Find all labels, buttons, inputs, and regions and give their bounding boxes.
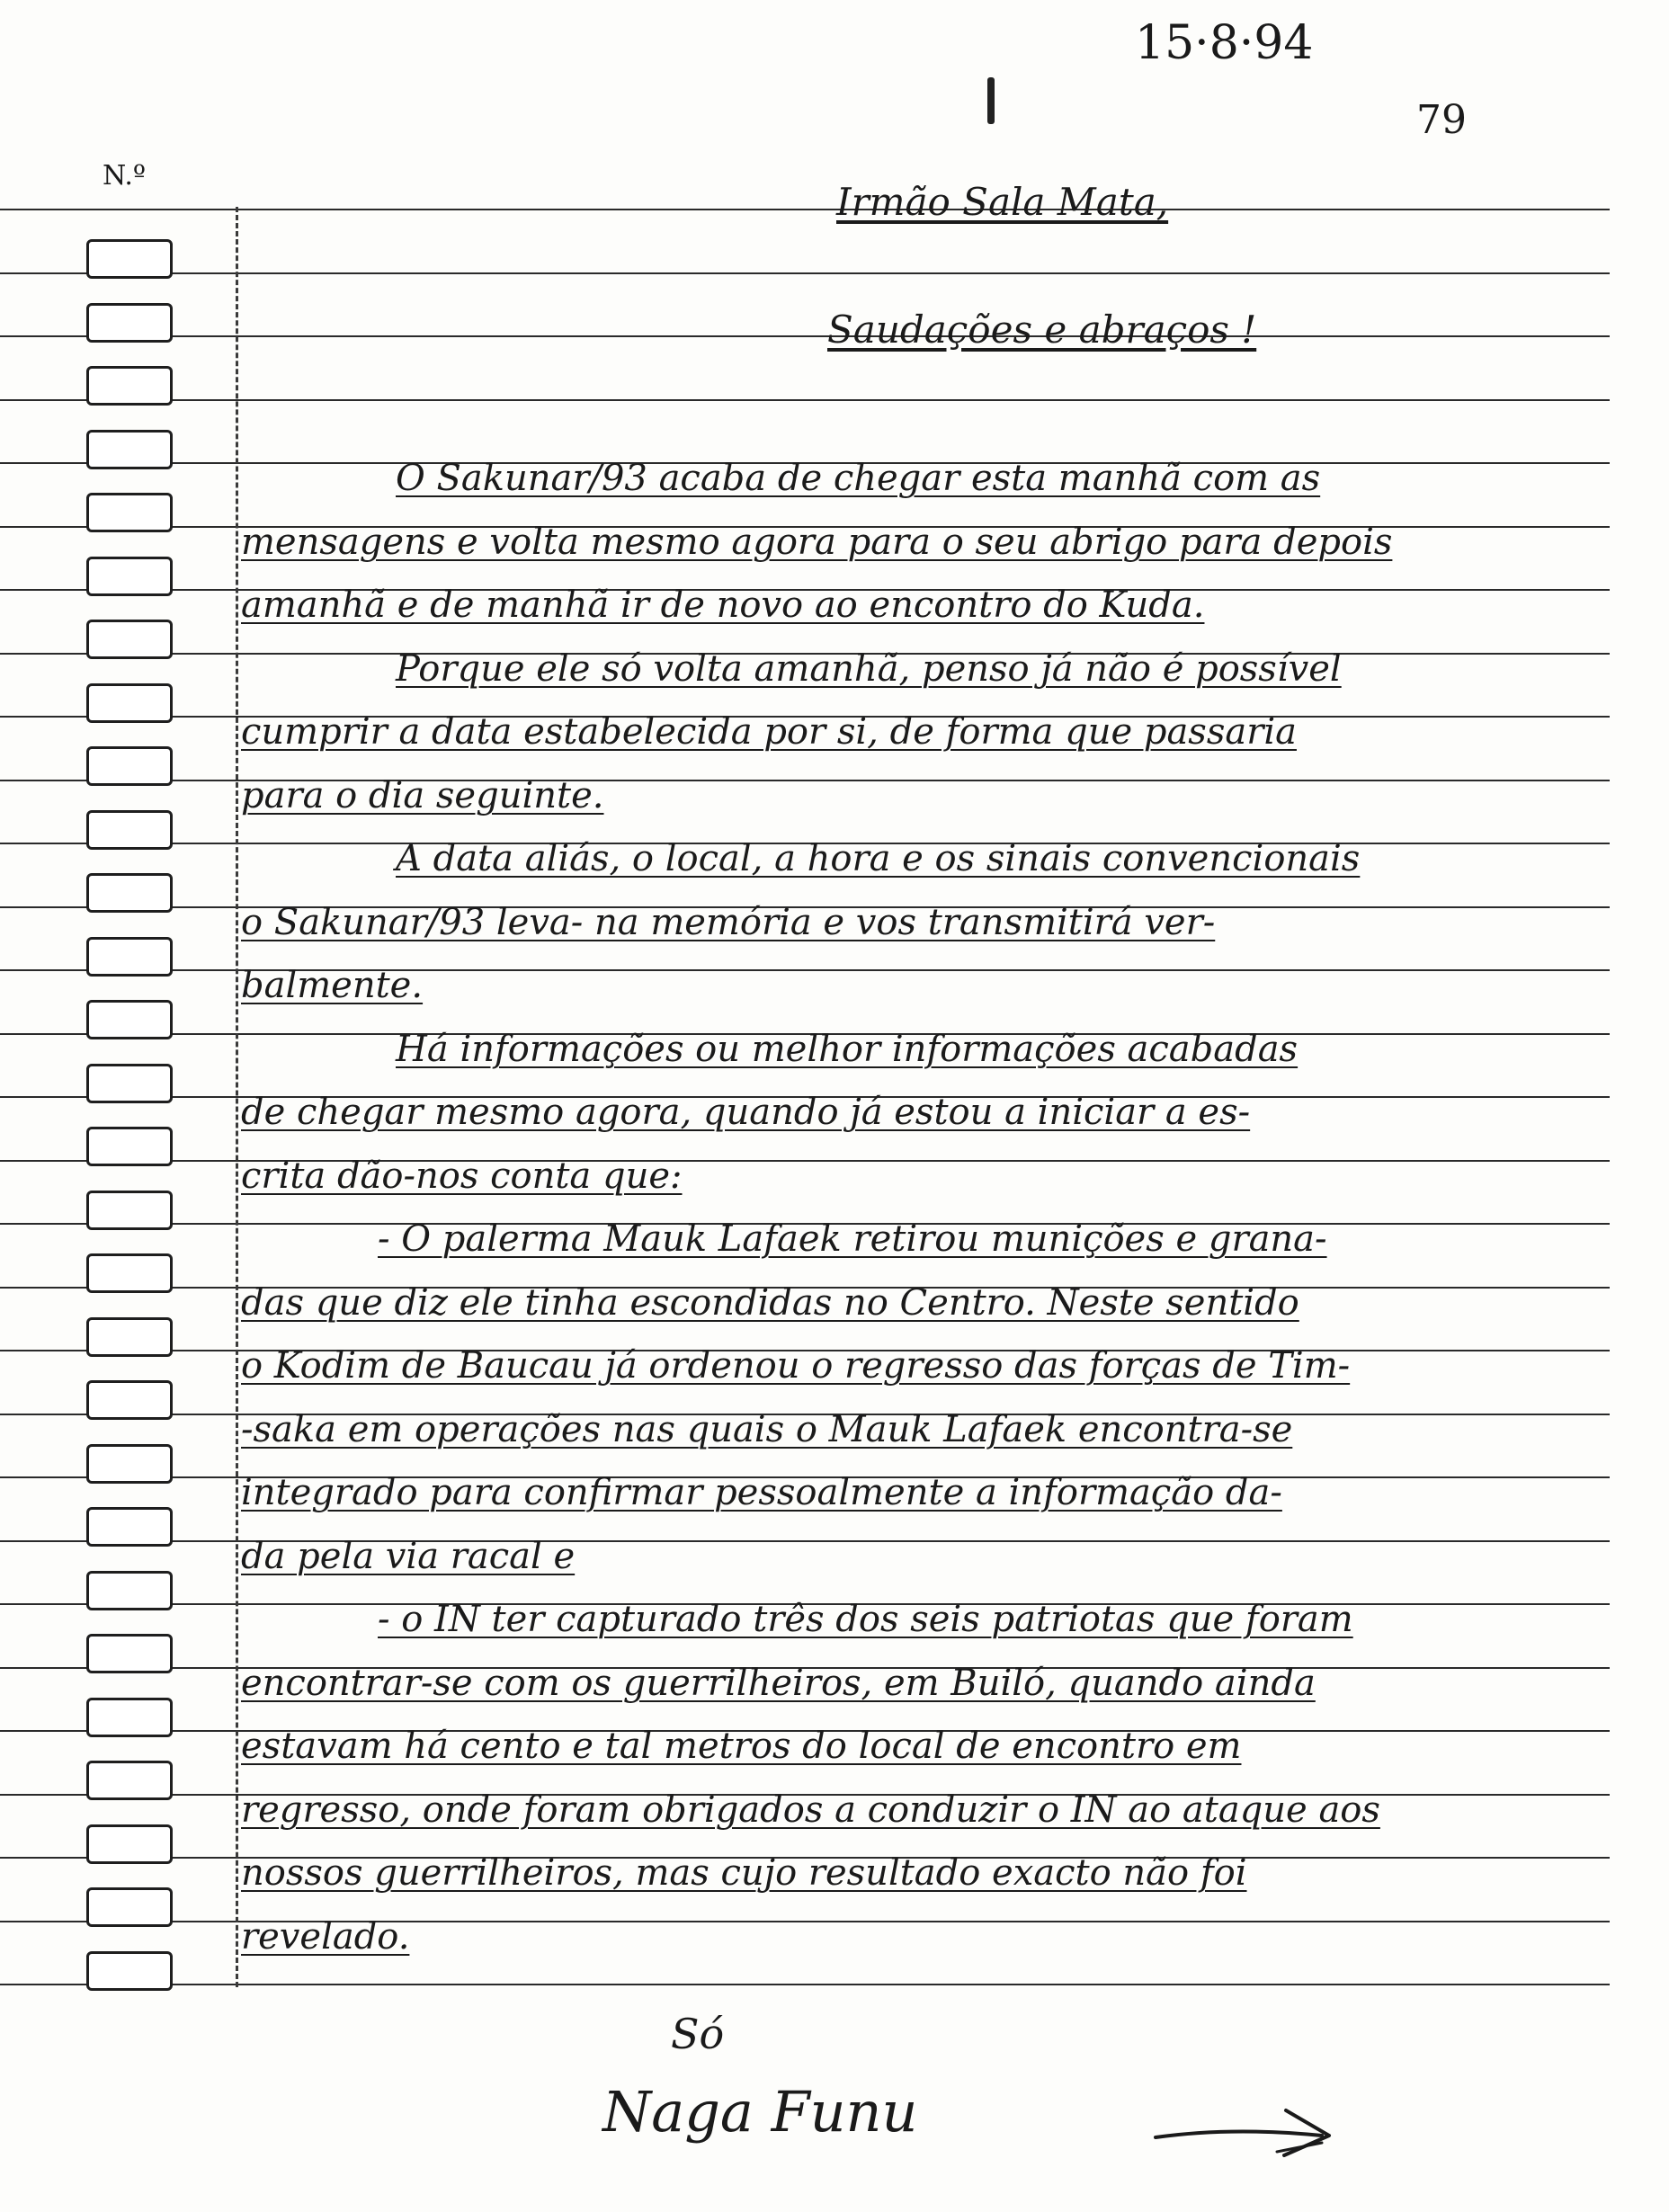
margin-box	[86, 1064, 173, 1103]
margin-box	[86, 873, 173, 913]
number-label: N.º	[103, 160, 146, 192]
body-line: revelado.	[241, 1916, 410, 1958]
ruled-line	[0, 335, 1610, 337]
ruled-line	[0, 1984, 1610, 1985]
margin-box	[86, 1191, 173, 1230]
body-line: nossos guerrilheiros, mas cujo resultado exacto não foi	[241, 1852, 1247, 1894]
margin-box	[86, 810, 173, 850]
margin-box	[86, 746, 173, 786]
date: 15·8·94	[1135, 16, 1314, 70]
margin-box	[86, 1380, 173, 1420]
margin-box	[86, 493, 173, 532]
body-line: para o dia seguinte.	[241, 775, 604, 816]
margin-box	[86, 1951, 173, 1991]
margin-box	[86, 1761, 173, 1800]
margin-box	[86, 239, 173, 279]
body-line: de chegar mesmo agora, quando já estou a iniciar a es-	[241, 1092, 1251, 1133]
margin-box	[86, 1317, 173, 1357]
margin-box	[86, 1634, 173, 1673]
body-line: mensagens e volta mesmo agora para o seu abrigo para depois	[241, 522, 1393, 563]
body-line: amanhã e de manhã ir de novo ao encontro do Kuda.	[241, 584, 1205, 626]
body-line: Porque ele só volta amanhã, penso já não é possível	[396, 648, 1342, 690]
margin-box	[86, 1571, 173, 1610]
margin-box	[86, 683, 173, 723]
signature: Naga Funu	[602, 2079, 918, 2145]
body-line: A data aliás, o local, a hora e os sinais convencionais	[396, 838, 1361, 879]
margin-box	[86, 1000, 173, 1039]
margin-box	[86, 1253, 173, 1293]
ruled-line	[0, 209, 1610, 210]
margin-box	[86, 303, 173, 343]
arrow-right-icon	[1151, 2100, 1340, 2163]
greeting: Saudações e abraços !	[827, 308, 1257, 352]
margin-box	[86, 1887, 173, 1927]
margin-box	[86, 1824, 173, 1864]
margin-box	[86, 620, 173, 659]
ruled-line	[0, 272, 1610, 274]
body-line: da pela via racal e	[241, 1536, 576, 1577]
body-line: Há informações ou melhor informações acabadas	[396, 1029, 1299, 1070]
margin-box	[86, 366, 173, 406]
salutation: Irmão Sala Mata,	[836, 180, 1169, 224]
margin-box	[86, 1127, 173, 1166]
body-line: o Kodim de Baucau já ordenou o regresso das forças de Tim-	[241, 1345, 1351, 1387]
ruled-line	[0, 399, 1610, 401]
page-number: 79	[1416, 97, 1467, 143]
body-line: o Sakunar/93 leva- na memória e vos transmitirá ver-	[241, 902, 1216, 943]
margin-box	[86, 937, 173, 977]
body-line: - o IN ter capturado três dos seis patriotas que foram	[378, 1599, 1353, 1640]
body-line: estavam há cento e tal metros do local de encontro em	[241, 1726, 1242, 1767]
body-line: O Sakunar/93 acaba de chegar esta manhã com as	[396, 458, 1321, 499]
body-line: cumprir a data estabelecida por si, de forma que passaria	[241, 711, 1297, 753]
body-line: -saka em operações nas quais o Mauk Lafaek encontra-se	[241, 1409, 1293, 1450]
margin-box	[86, 1444, 173, 1484]
body-line: balmente.	[241, 965, 424, 1006]
body-line: crita dão-nos conta que:	[241, 1155, 683, 1197]
body-line: - O palerma Mauk Lafaek retirou munições e grana-	[378, 1218, 1327, 1260]
closing: Só	[671, 2010, 725, 2058]
body-line: encontrar-se com os guerrilheiros, em Builó, quando ainda	[241, 1663, 1316, 1704]
margin-box	[86, 1507, 173, 1547]
body-line: integrado para confirmar pessoalmente a informação da-	[241, 1472, 1282, 1513]
body-line: regresso, onde foram obrigados a conduzir o IN ao ataque aos	[241, 1789, 1380, 1831]
margin-box	[86, 557, 173, 596]
ink-mark	[987, 77, 995, 124]
margin-box	[86, 430, 173, 469]
body-line: das que diz ele tinha escondidas no Centro. Neste sentido	[241, 1282, 1299, 1324]
margin-box	[86, 1698, 173, 1737]
margin-line	[236, 207, 238, 1987]
